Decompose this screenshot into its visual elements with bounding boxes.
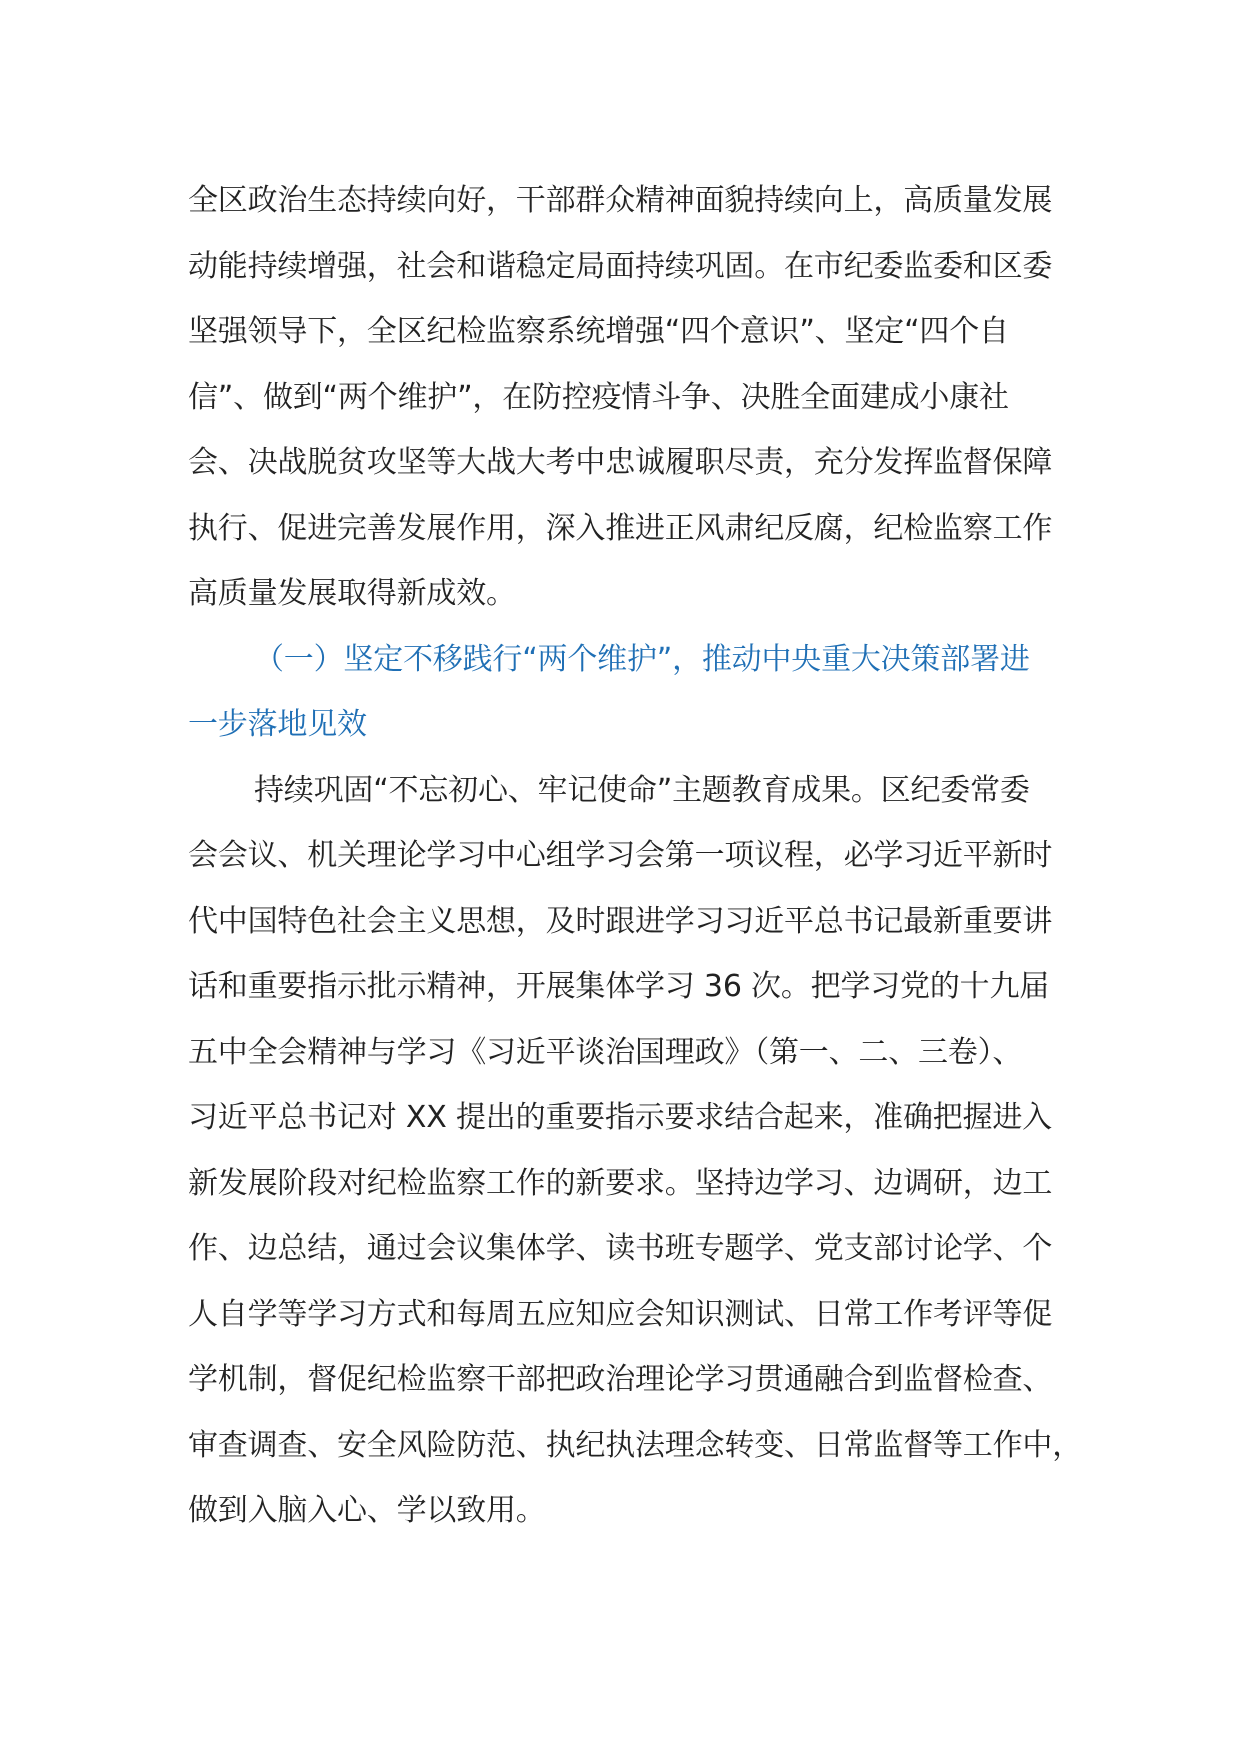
text-line: 高质量发展取得新成效。 (188, 576, 516, 611)
paragraph-intro (188, 168, 1068, 627)
text-line: 全区政治生态持续向好，干部群众精神面貌持续向上，高质量发展 (188, 183, 1053, 218)
heading-line: 一步落地见效 (188, 707, 367, 742)
text-line: 坚强领导下，全区纪检监察系统增强“四个意识”、坚定“四个自 (188, 314, 1009, 349)
text-line: 作、边总结，通过会议集体学、读书班专题学、党支部讨论学、个 (188, 1231, 1053, 1266)
text-line: 持续巩固“不忘初心、牢记使命”主题教育成果。区纪委常委 (254, 772, 1030, 808)
text-line: 新发展阶段对纪检监察工作的新要求。坚持边学习、边调研，边工 (188, 1165, 1053, 1201)
text-line: 人自学等学习方式和每周五应知应会知识测试、日常工作考评等促 (188, 1296, 1053, 1332)
text-line: 代中国特色社会主义思想，及时跟进学习习近平总书记最新重要讲 (188, 903, 1053, 939)
text-line: 执行、促进完善发展作用，深入推进正风肃纪反腐，纪检监察工作 (188, 510, 1053, 546)
text-line: 动能持续增强，社会和谐稳定局面持续巩固。在市纪委监委和区委 (188, 248, 1053, 284)
text-line: 做到入脑入心、学以致用。 (188, 1493, 546, 1528)
text-line: 会会议、机关理论学习中心组学习会第一项议程，必学习近平新时 (188, 838, 1053, 873)
text-line: 五中全会精神与学习《习近平谈治国理政》（第一、二、三卷）、 (188, 1034, 1023, 1070)
text-line: 信”、做到“两个维护”，在防控疫情斗争、决胜全面建成小康社 (188, 379, 1009, 415)
section-heading (188, 627, 1068, 758)
document-body (188, 168, 1082, 1544)
text-line: 习近平总书记对 XX 提出的重要指示要求结合起来，准确把握进入 (188, 1100, 1052, 1135)
text-line: 审查调查、安全风险防范、执纪执法理念转变、日常监督等工作中， (188, 1427, 1082, 1463)
text-line: 话和重要指示批示精神，开展集体学习 36 次。把学习党的十九届 (188, 969, 1050, 1004)
paragraph-study (188, 758, 1082, 1544)
text-line: 学机制，督促纪检监察干部把政治理论学习贯通融合到监督检查、 (188, 1362, 1053, 1397)
heading-line: （一）坚定不移践行“两个维护”，推动中央重大决策部署进 (254, 641, 1030, 677)
text-line: 会、决战脱贫攻坚等大战大考中忠诚履职尽责，充分发挥监督保障 (188, 445, 1053, 480)
